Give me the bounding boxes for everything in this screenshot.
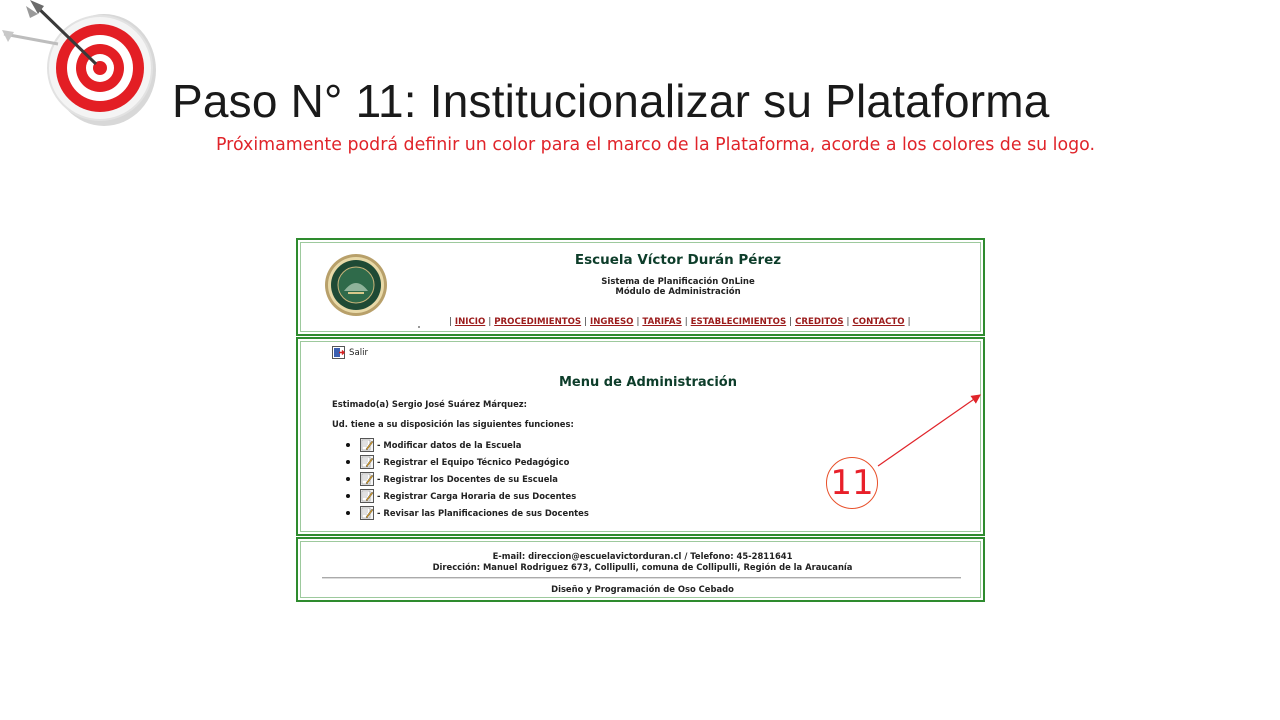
footer-panel — [296, 537, 985, 602]
bullet — [346, 494, 350, 498]
edit-document-icon — [360, 489, 374, 503]
slide-title: Paso N° 11: Institucionalizar su Plataforma — [172, 75, 1050, 127]
bullet — [346, 477, 350, 481]
function-list — [346, 436, 589, 521]
nav-link-inicio[interactable]: INICIO — [454, 317, 486, 327]
greeting-text: Estimado(a) Sergio José Suárez Márquez: — [332, 399, 527, 409]
contact-line: E-mail: direccion@escuelavictorduran.cl / Telefono: 45-2811641 — [492, 551, 793, 561]
logout-label: Salir — [349, 347, 369, 358]
function-item-planificaciones[interactable] — [346, 504, 589, 521]
exit-door-icon — [332, 346, 345, 359]
function-item-docentes[interactable] — [346, 470, 589, 487]
edit-document-icon — [360, 506, 374, 520]
nav-link-creditos[interactable]: CREDITOS — [795, 317, 844, 327]
platform-screenshot — [296, 238, 985, 602]
callout-number: 11 — [826, 457, 878, 509]
top-nav: | INICIO | PROCEDIMIENTOS | INGRESO | TARIFAS | ESTABLECIMIENTOS | CREDITOS | CONTACTO | — [449, 317, 911, 327]
function-label: - Revisar las Planificaciones de sus Docentes — [377, 507, 589, 518]
nav-link-establecimientos[interactable]: ESTABLECIMIENTOS — [690, 317, 787, 327]
system-name: Sistema de Planificación OnLine — [601, 277, 755, 287]
function-label: - Registrar los Docentes de su Escuela — [377, 473, 558, 484]
footer-divider — [322, 577, 961, 579]
function-item-equipo-tecnico[interactable] — [346, 453, 589, 470]
header-panel — [296, 238, 985, 336]
edit-document-icon — [360, 472, 374, 486]
module-name: Módulo de Administración — [615, 287, 741, 297]
divider-dot — [418, 326, 420, 328]
target-arrow-icon — [0, 0, 170, 135]
nav-link-ingreso[interactable]: INGRESO — [590, 317, 634, 327]
school-seal-icon — [324, 253, 388, 317]
admin-menu-panel — [296, 337, 985, 536]
address-line: Dirección: Manuel Rodriguez 673, Collipulli, comuna de Collipulli, Región de la Araucanía — [432, 562, 853, 572]
bullet — [346, 460, 350, 464]
function-label: - Registrar Carga Horaria de sus Docentes — [377, 490, 577, 501]
logout-button[interactable] — [332, 346, 368, 359]
nav-link-contacto[interactable]: CONTACTO — [852, 317, 905, 327]
function-item-modificar-datos[interactable] — [346, 436, 589, 453]
nav-link-tarifas[interactable]: TARIFAS — [642, 317, 682, 327]
menu-title: Menu de Administración — [558, 375, 737, 390]
function-label: - Modificar datos de la Escuela — [377, 439, 522, 450]
edit-document-icon — [360, 438, 374, 452]
edit-document-icon — [360, 455, 374, 469]
slide-subtitle: Próximamente podrá definir un color para el marco de la Plataforma, acorde a los colores de su logo. — [216, 135, 1096, 155]
function-item-carga-horaria[interactable] — [346, 487, 589, 504]
credit-line: Diseño y Programación de Oso Cebado — [551, 584, 734, 594]
intro-text: Ud. tiene a su disposición las siguientes funciones: — [332, 419, 574, 429]
function-label: - Registrar el Equipo Técnico Pedagógico — [377, 456, 570, 467]
school-name: Escuela Víctor Durán Pérez — [574, 252, 782, 268]
bullet — [346, 511, 350, 515]
bullet — [346, 443, 350, 447]
nav-link-procedimientos[interactable]: PROCEDIMIENTOS — [494, 317, 582, 327]
